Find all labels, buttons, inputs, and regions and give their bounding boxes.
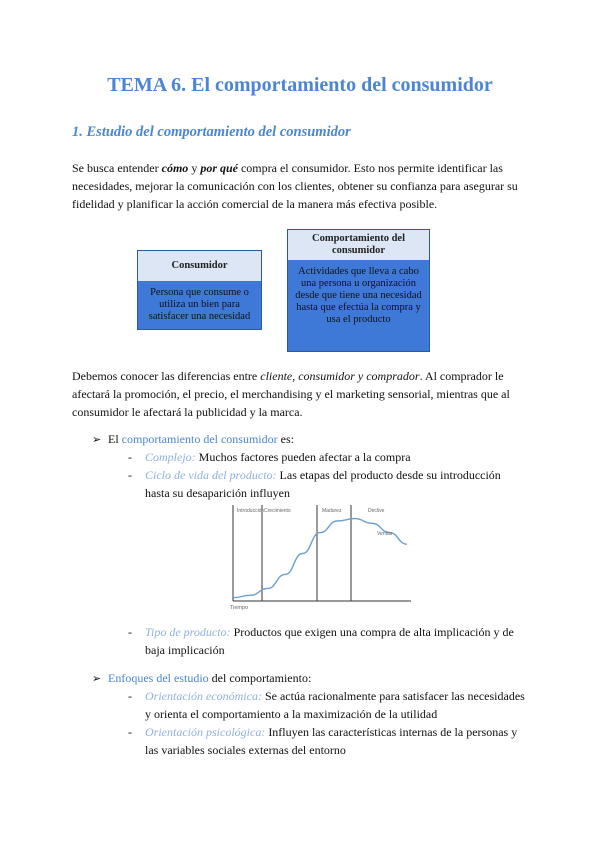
arrow-bullet-icon: ➢ [92,672,102,685]
list-item: - Orientación económica: Se actúa racionalmente para satisfacer las necesidades y orienta el comportamiento a la maximización de la utilidad [128,689,525,721]
consumidor-box-body: Persona que consume o utiliza un bien para satisfacer una necesidad [138,281,261,329]
list-item: - Orientación psicológica: Influyen las características internas de la personas y las variables sociales externas del entorno [128,725,518,757]
arrow-bullet-icon: ➢ [92,433,102,446]
stage-label: Madurez [322,508,342,514]
consumidor-box-title: Consumidor [138,251,261,281]
list-item: - Complejo: Muchos factores pueden afectar a la compra [128,450,411,464]
dash-icon: - [128,450,132,464]
stage-label: Declive [368,508,385,514]
x-axis-label: Tiempo [230,605,249,611]
link-comportamiento[interactable]: comportamiento del consumidor [121,432,278,446]
list-item: - Ciclo de vida del producto: Las etapas del producto desde su introducción hasta su desaparición influyen [128,468,501,500]
stage-label: Crecimiento [264,508,291,514]
section-heading: 1. Estudio del comportamiento del consumidor [72,124,351,140]
comportamiento-box [287,229,430,352]
comportamiento-box-title: Comportamiento del consumidor [288,230,429,260]
link-enfoques[interactable]: Enfoques del estudio [108,671,209,685]
consumidor-box [137,250,262,330]
comportamiento-box-body: Actividades que lleva a cabo una persona u organización desde que tiene una necesidad hasta que efectúa la compra y usa el producto [288,260,429,351]
bullet-enfoques: ➢ Enfoques del estudio del comportamiento: [92,669,311,688]
bullet-comportamiento: ➢ El comportamiento del consumidor es: [92,430,294,449]
dash-icon: - [128,689,132,703]
product-lifecycle-chart [225,503,415,613]
dash-icon: - [128,468,132,482]
intro-paragraph: Se busca entender cómo y por qué compra el consumidor. Esto nos permite identificar las necesidades, mejorar la comunicación con los clientes, obtener su confianza para asegurar su fidelidad y planificar la acción comercial de la manera más efectiva posible. [72,161,518,211]
series-label: Ventas [377,531,393,537]
dash-icon: - [128,725,132,739]
differences-paragraph: Debemos conocer las diferencias entre cliente, consumidor y comprador. Al comprador le afectará la promoción, el precio, el merchandising y el marketing sensorial, mientras que al consumidor le afectará la publicidad y la marca. [72,369,510,419]
page-title: TEMA 6. El comportamiento del consumidor [107,74,493,96]
stage-label: Introducción [237,508,265,514]
list-item: - Tipo de producto: Productos que exigen una compra de alta implicación y de baja implicación [128,625,514,657]
bold-por-que: por qué [200,161,238,175]
dash-icon: - [128,625,132,639]
bold-como: cómo [161,161,189,175]
italic-terms: cliente, consumidor y comprador [260,369,420,383]
